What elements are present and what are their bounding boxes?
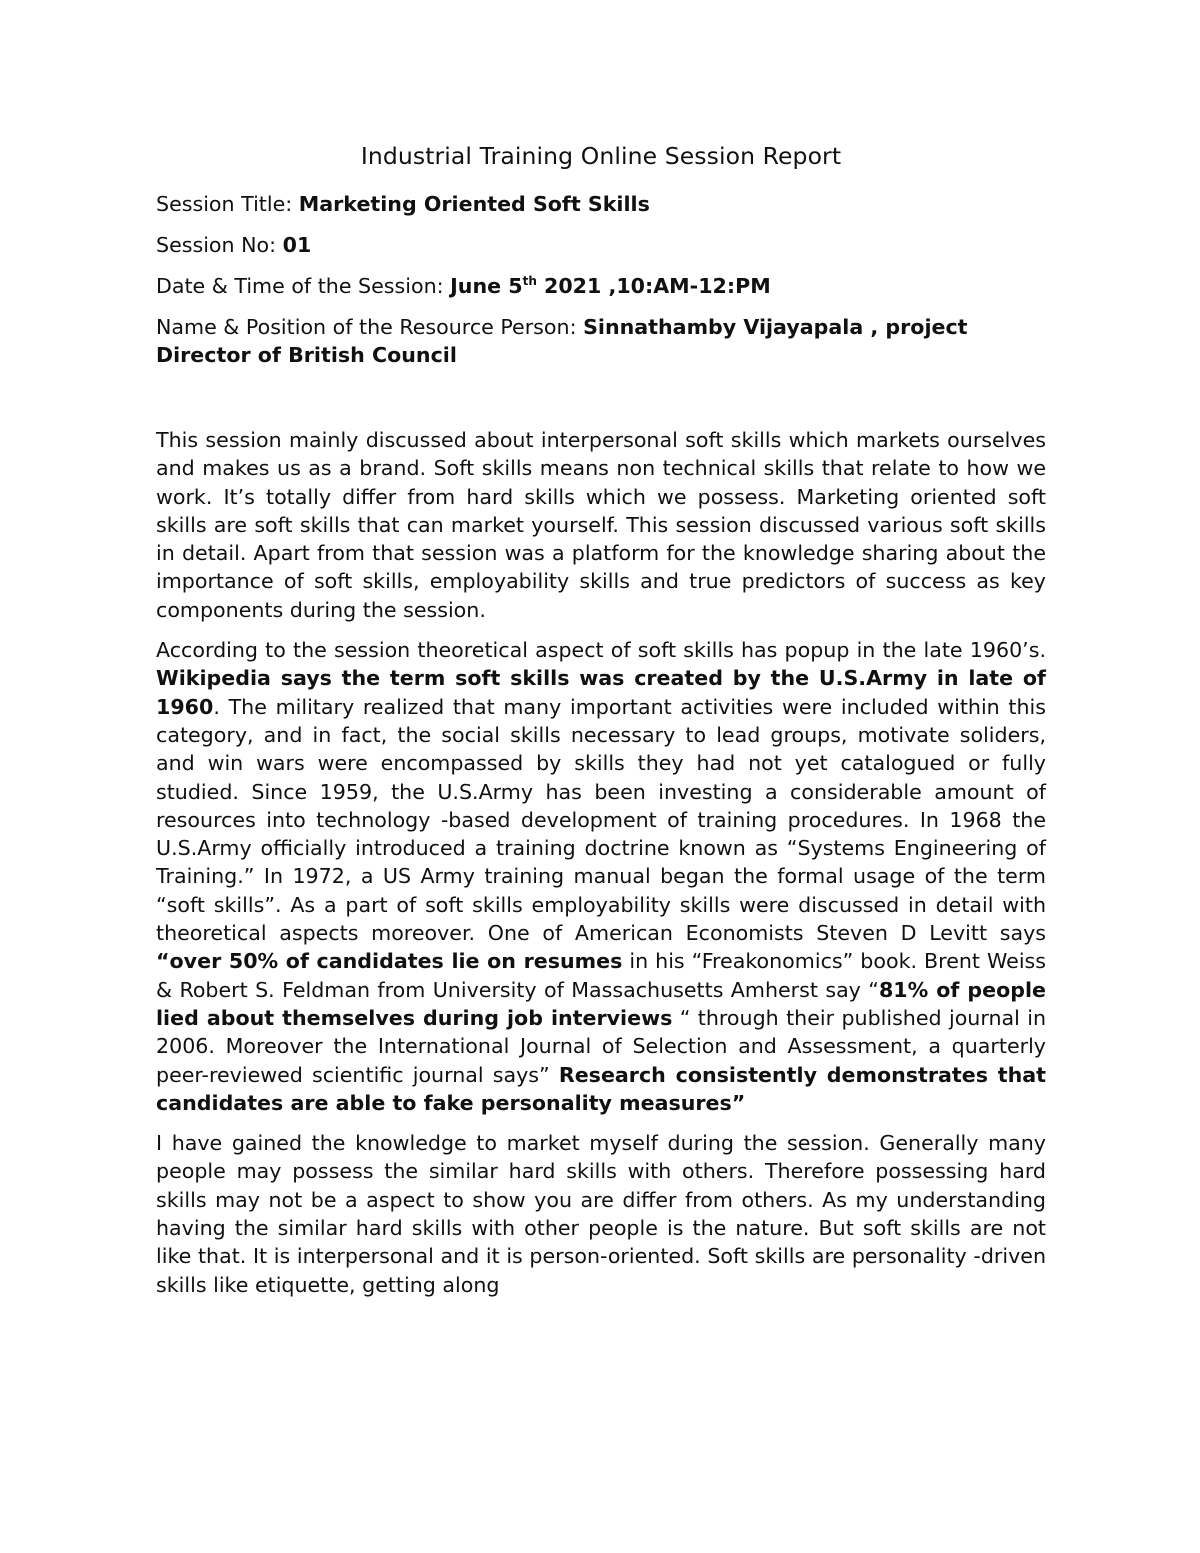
session-date-label: Date & Time of the Session:	[156, 274, 451, 298]
session-title-label: Session Title:	[156, 192, 299, 216]
history-bold-1: Wikipedia says the term soft skills was created by the U.S.Army in late of 1960	[156, 666, 1046, 719]
report-title: Industrial Training Online Session Report	[360, 142, 842, 170]
paragraph-history	[156, 636, 1046, 1117]
session-date-value	[450, 274, 771, 298]
resource-person-line	[156, 313, 1046, 369]
resource-person-value: Sinnathamby Vijayapala , project Director of British Council	[156, 315, 968, 367]
session-number-label: Session No:	[156, 233, 283, 257]
section-spacer	[156, 382, 1046, 426]
history-text-3: in his “Freakonomics” book. Brent Weiss & Robert S. Feldman from University of Massachusetts Amherst say “	[156, 949, 1047, 1002]
session-number-value: 01	[282, 233, 312, 257]
paragraph-overview: This session mainly discussed about interpersonal soft skills which markets ourselves and makes us as a brand. Soft skills means non technical skills that relate to how we work. It’s totally differ from hard skills which we possess. Marketing oriented soft skills are soft skills that can market yourself. This session discussed various soft skills in detail. Apart from that session was a platform for the knowledge sharing about the importance of soft skills, employability skills and true predictors of success as key components during the session.	[156, 428, 1046, 622]
session-date-value-rest: 2021 ,10:AM-12:PM	[536, 274, 771, 298]
history-bold-3: 81% of people lied about themselves during job interviews	[156, 977, 1046, 1030]
document-body	[156, 138, 1046, 1311]
history-text-1: According to the session theoretical aspect of soft skills has popup in the late 1960’s.	[156, 638, 1046, 663]
history-text-4: “ through their published journal in 2006. Moreover the International Journal of Selection and Assessment, a quarterly peer-reviewed scientific journal says”	[156, 1005, 1046, 1087]
session-title-value: Marketing Oriented Soft Skills	[298, 192, 650, 216]
paragraph-reflection: I have gained the knowledge to market myself during the session. Generally many people may possess the similar hard skills with others. Therefore possessing hard skills may not be a aspect to show you are differ from others. As my understanding having the similar hard skills with other people is the nature. But soft skills are not like that. It is interpersonal and it is person-oriented. Soft skills are personality -driven skills like etiquette, getting along	[156, 1131, 1046, 1297]
session-title-line	[156, 190, 1046, 218]
session-date-ordinal: th	[522, 274, 537, 289]
resource-person-label: Name & Position of the Resource Person:	[156, 315, 584, 339]
session-date-line	[156, 272, 1046, 300]
history-bold-2: “over 50% of candidates lie on resumes	[156, 949, 623, 974]
history-text-2: . The military realized that many important activities were included within this category, and in fact, the social skills necessary to lead groups, motivate soliders, and win wars were encompassed by skills they had not yet catalogued or fully studied. Since 1959, the U.S.Army has been investing a considerable amount of resources into technology -based development of training procedures. In 1968 the U.S.Army officially introduced a training doctrine known as “Systems Engineering of Training.” In 1972, a US Army training manual began the formal usage of the term “soft skills”. As a part of soft skills employability skills were discussed in detail with theoretical aspects moreover. One of American Economists Steven D Levitt says	[156, 694, 1046, 946]
history-bold-4: Research consistently demonstrates that candidates are able to fake personality measures”	[156, 1062, 1046, 1115]
session-date-value-main: June 5	[450, 274, 523, 298]
session-number-line	[156, 231, 1046, 259]
